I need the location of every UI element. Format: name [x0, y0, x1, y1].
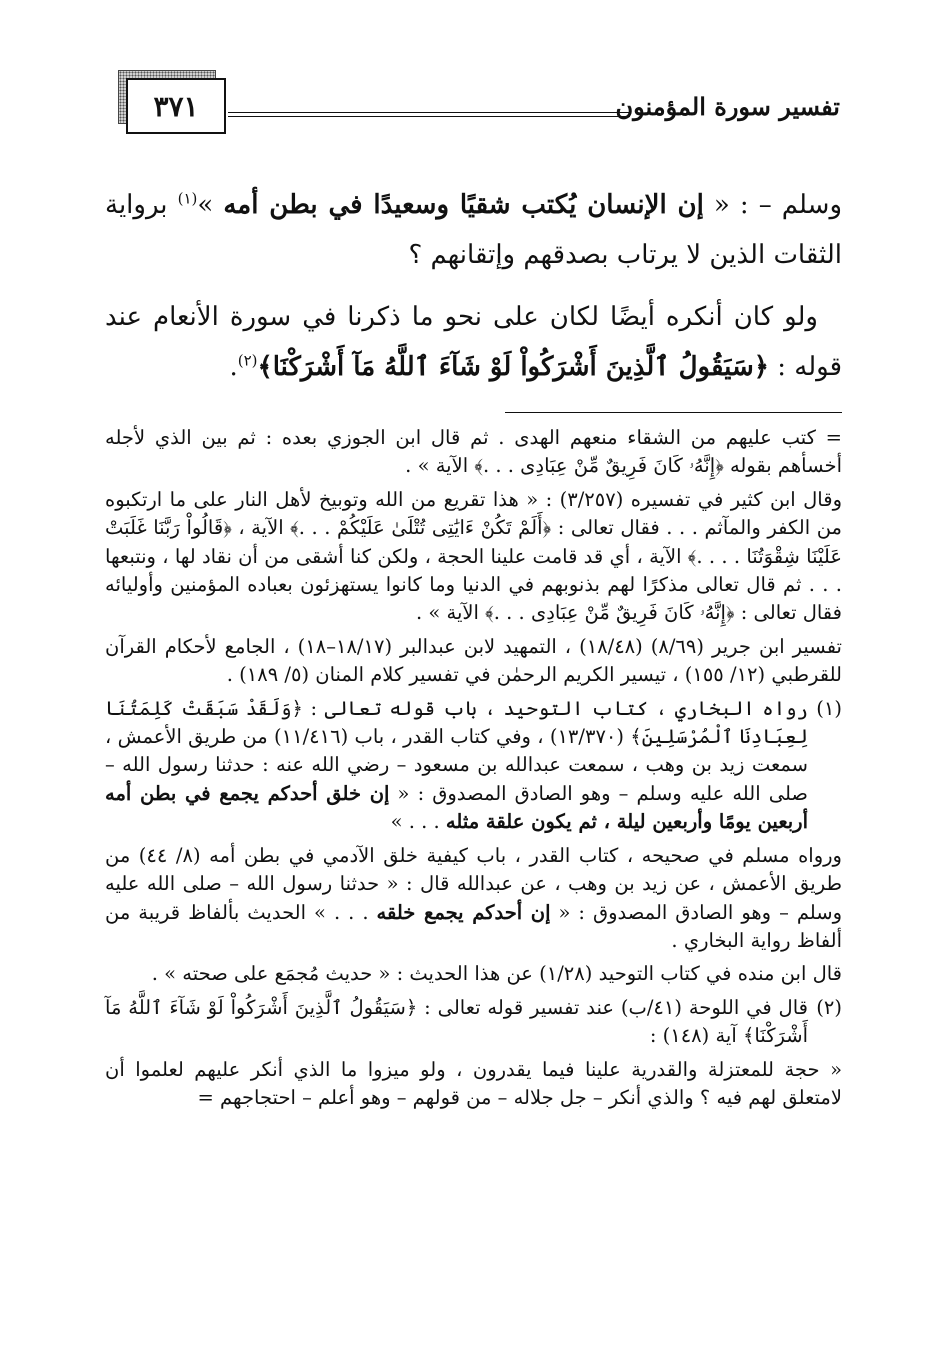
page-number: ٣٧١ [153, 89, 199, 123]
footnote-continued-2: وقال ابن كثير في تفسيره (٣/٢٥٧) : « هذا تقريع من الله وتوبيخ لأهل النار على ما ارتكبوه من الكفر والمآثم . . . فقال تعالى : ﴿أَلَمْ تَكُنْ ءَايَٰتِى تُتْلَىٰ عَلَيْكُمْ . . .﴾ الآية ، ﴿قَالُواْ رَبَّنَا غَلَبَتْ عَلَيْنَا شِقْوَتُنَا . . . .﴾ الآية ، أي قد قامت علينا الحجة ، ولكن كنا أشقى من أن نقاد لها ، ونتبعها . . . ثم قال تعالى مذكرًا لهم بذنوبهم في الدنيا وما كانوا يستهزئون بعباده المؤمنين وأوليائه فقال تعالى : ﴿إِنَّهُۥ كَانَ فَرِيقٌ مِّنْ عِبَادِى . . .﴾ الآية » . [105, 487, 842, 625]
text-segment: » [197, 190, 224, 220]
text-segment: قال في اللوحة (٤١/ب) عند تفسير قوله تعالى : ﴿سَيَقُولُ ٱلَّذِينَ أَشْرَكُواْ لَوْ شَآءَ ٱللَّهُ مَآ أَشْرَكْنَا﴾ آية (١٤٨) : [105, 995, 808, 1048]
footnote-ref-1: (١) [177, 189, 198, 208]
main-text [105, 180, 842, 392]
footnote-1 [105, 695, 842, 837]
text-segment: . . . » [390, 810, 446, 834]
footnote-continued-1: = كتب عليهم من الشقاء منعهم الهدى . ثم قال ابن الجوزي بعده : ثم بين الذي لأجله أخسأهم بقوله ﴿إِنَّهُۥ كَانَ فَرِيقٌ مِّنْ عِبَادِى . . .﴾ الآية » . [105, 426, 842, 478]
footnote-2-quote: « حجة للمعتزلة والقدرية علينا فيما يقدرون ، ولو ميزوا ما الذي أنكر عليهم لعلموا أن لامتعلق لهم فيه ؟ والذي أنكر – جل جلاله – من قولهم – وهو أعلم – احتجاجهم = [105, 1057, 842, 1109]
footnote-2-number: (٢) [816, 995, 842, 1019]
page-number-box [126, 78, 226, 134]
text-segment: . [229, 352, 238, 382]
quran-verse: ﴿سَيَقُولُ ٱلَّذِينَ أَشْرَكُواْ لَوْ شَآءَ ٱللَّهُ مَآ أَشْرَكْنَا﴾ [257, 352, 769, 382]
text-segment: قال ابن منده في كتاب التوحيد (١/٢٨) عن هذا الحديث : « حديث مُجمَع على صحته » . [151, 962, 842, 986]
main-paragraph-2 [105, 292, 842, 392]
main-paragraph-1 [105, 180, 842, 280]
text-segment: ولو كان أنكره أيضًا لكان على نحو ما ذكرنا في سورة الأنعام عند قوله : [105, 302, 842, 382]
footnote-1-muslim [105, 842, 842, 956]
footnote-ref-2: (٢) [237, 351, 258, 370]
text-segment: برواية الثقات الذين لا يرتاب بصدقهم وإتقانهم ؟ [105, 190, 842, 270]
text-segment: . . . » الحديث بألفاظ قريبة من ألفاظ رواية البخاري . [105, 900, 842, 952]
text-segment: ورواه مسلم في صحيحه ، كتاب القدر ، باب كيفية خلق الآدمي في بطن أمه (٨/ ٤٤) من طريق الأعمش ، عن زيد بن وهب ، عن عبدالله قال : « حدثنا رسول الله – صلى الله عليه وسلم – وهو الصادق المصدوق : « [105, 843, 843, 924]
footnote-2 [105, 994, 842, 1051]
footnote-separator [505, 412, 842, 413]
header-rule [228, 112, 630, 117]
footnote-1-ibn-mandah [105, 960, 842, 988]
footnote-1-number: (١) [816, 696, 842, 720]
text-segment: رواه البخاري ، كتاب التوحيد ، باب قوله تعالى : ﴿وَلَقَدْ سَبَقَتْ كَلِمَتُنَا لِعِبَادِنَا ٱلْمُرْسَلِينَ﴾ (١٣/٣٧٠) ، وفي كتاب القدر ، باب (١١/٤١٦) من طريق الأعمش ، سمعت زيد بن وهب ، سمعت عبدالله بن مسعود – رضي الله عنه : حدثنا رسول الله – صلى الله عليه وسلم – وهو الصادق المصدوق : « [105, 696, 808, 805]
running-title: تفسير سورة المؤمنون [615, 92, 840, 121]
text-segment: وسلم – : « [703, 190, 843, 220]
footnotes [105, 424, 842, 1117]
footnote-continued-3: تفسير ابن جرير (٨/٦٩) (١٨/٤٨) ، التمهيد لابن عبدالبر (١٨/١٧–١٨) ، الجامع لأحكام القرآن للقرطبي (١٢/ ١٥٥) ، تيسير الكريم الرحمٰن في تفسير كلام المنان (٥/ ١٨٩) . [105, 634, 842, 687]
hadith-quote: إن أحدكم يجمع خلقه [376, 900, 551, 924]
hadith-quote: إن الإنسان يُكتب شقيًا وسعيدًا في بطن أمه [223, 190, 704, 220]
hadith-quote: إن خلق أحدكم يجمع في بطن أمه أربعين يومًا وأربعين ليلة ، ثم يكون علقة مثله [105, 781, 808, 834]
